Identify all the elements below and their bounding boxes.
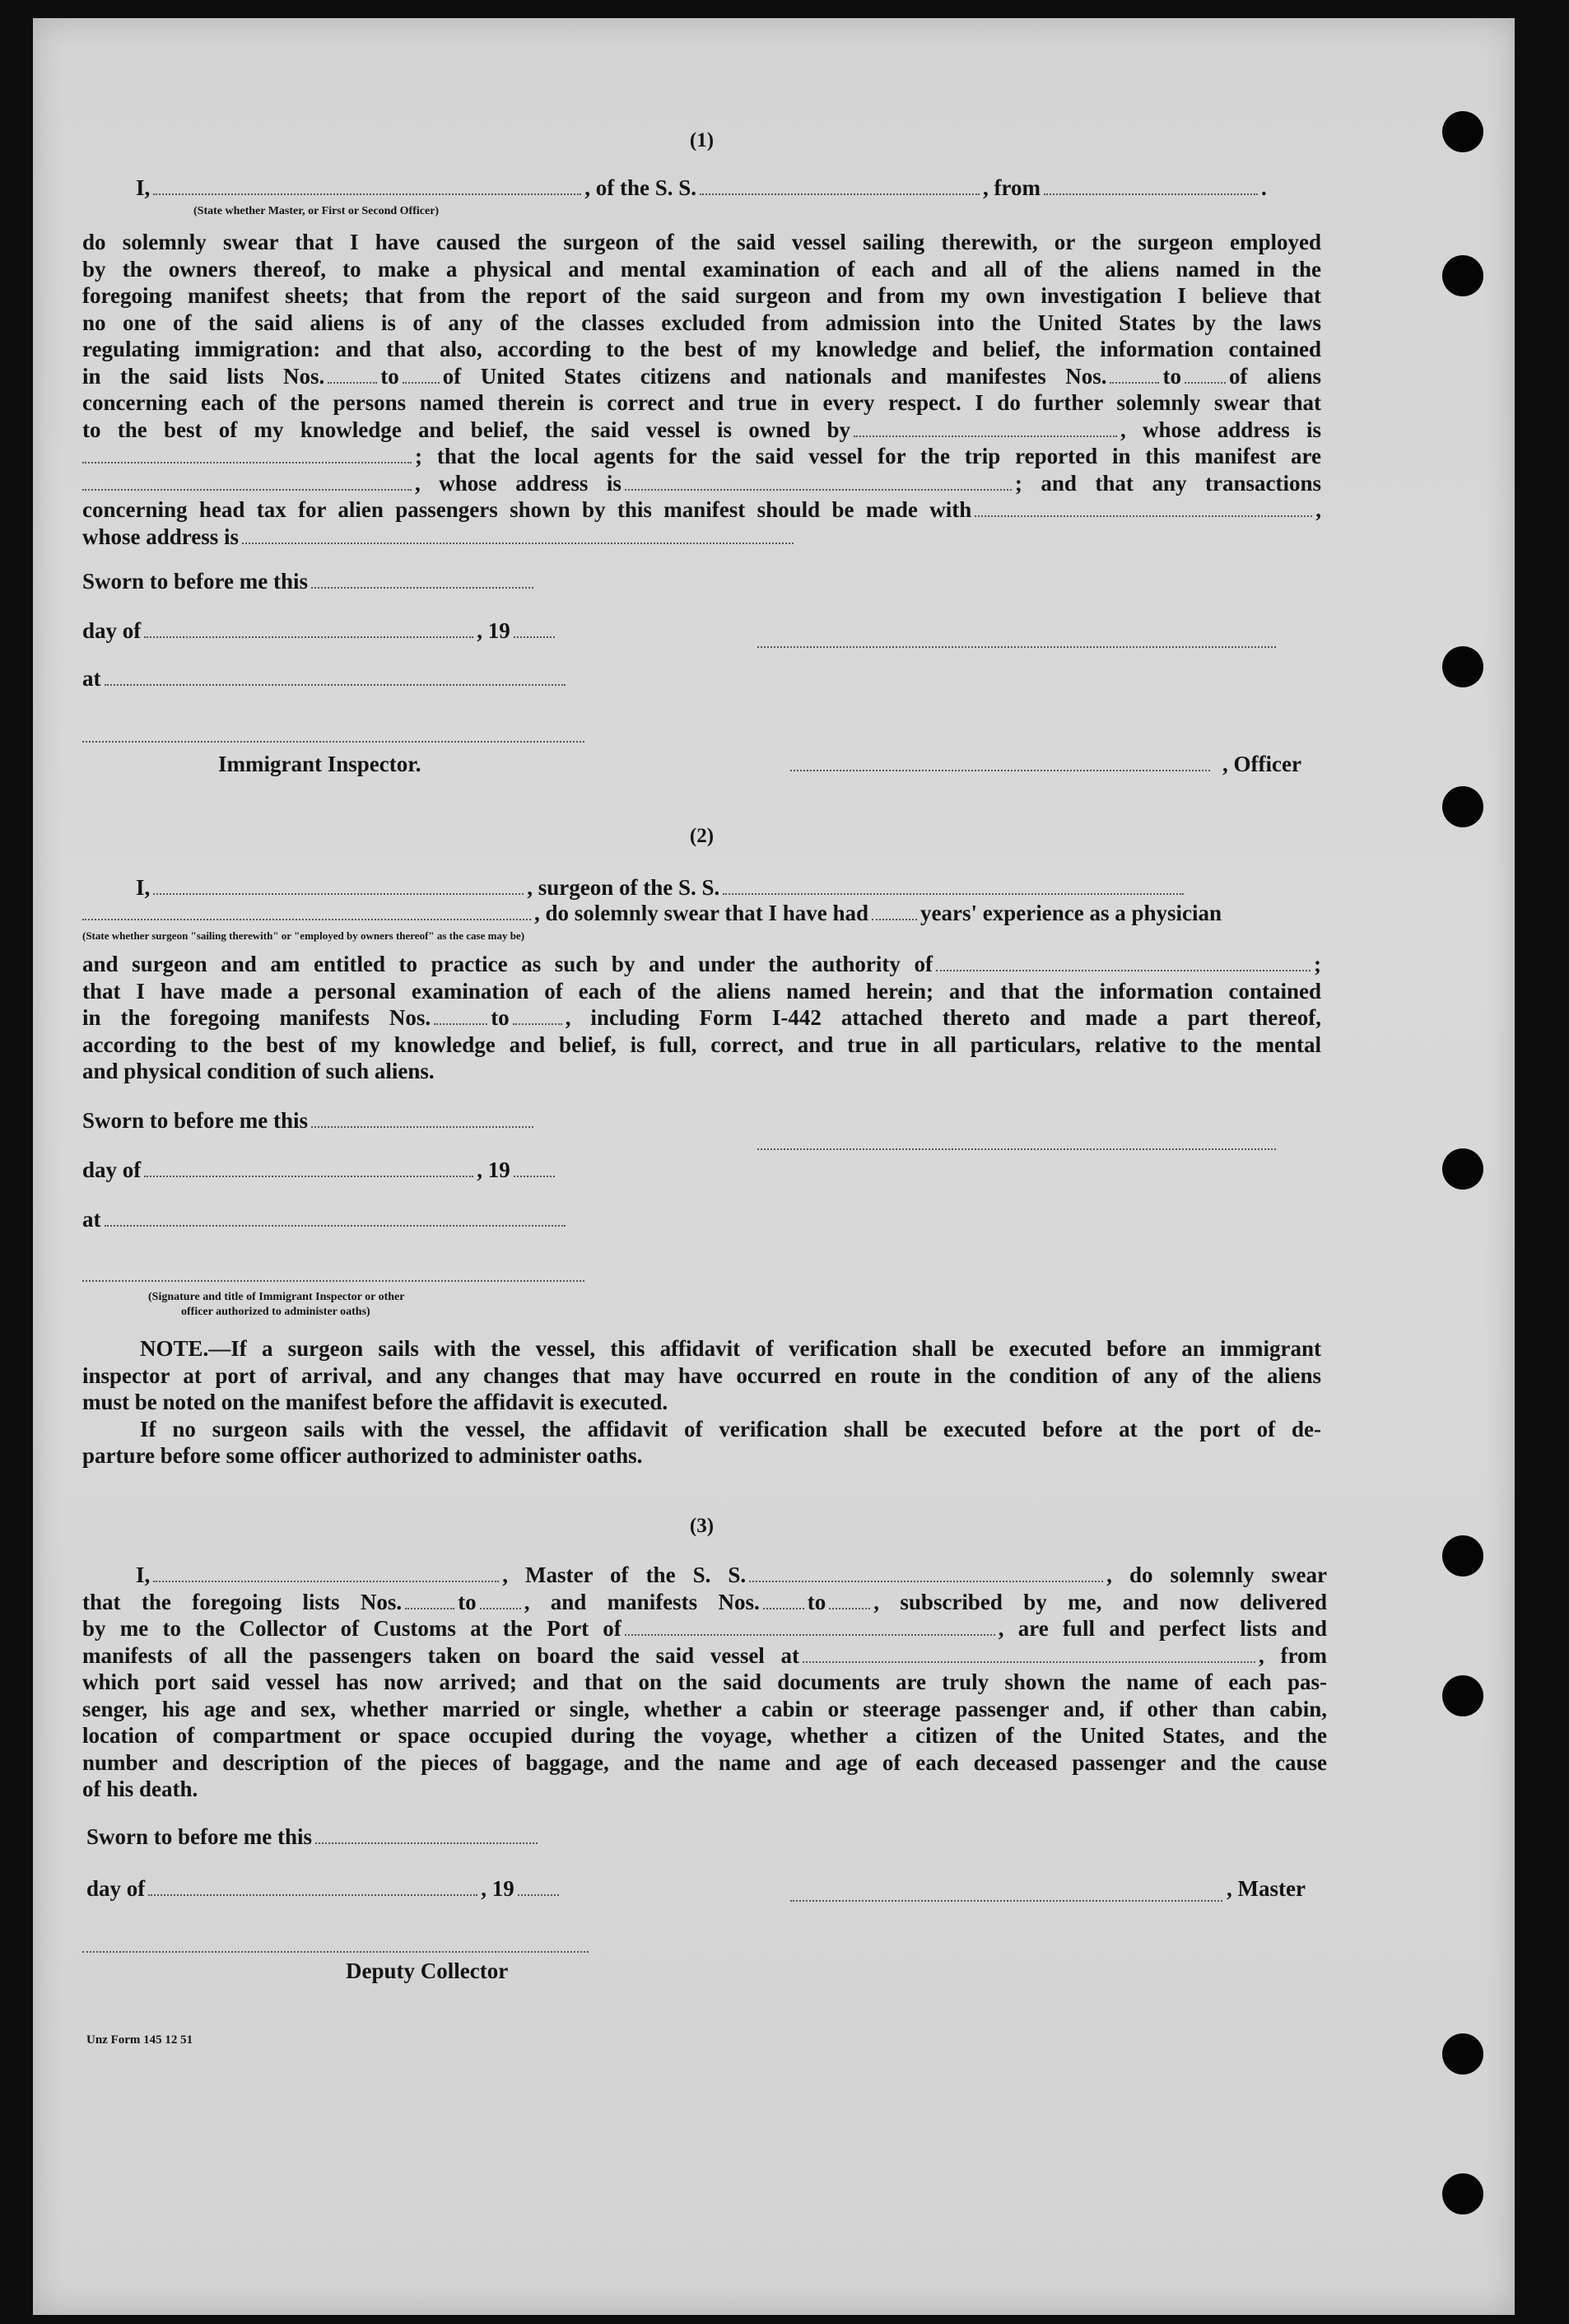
date-line — [82, 617, 558, 645]
section-1-body — [82, 229, 1321, 550]
note-paragraph-1 — [82, 1335, 1321, 1469]
authority-line — [82, 951, 1321, 978]
manifests-line — [82, 1642, 1327, 1670]
signature-line[interactable] — [757, 646, 1276, 648]
collector-signature-line[interactable] — [82, 1951, 589, 1953]
owned-text: , whose address is — [1120, 417, 1321, 442]
to-label: to — [1162, 363, 1181, 389]
whose-address-text: whose address is — [82, 524, 240, 549]
body-line: foregoing manifest sheets; that from the report of the said surgeon and from my own investigation I believe that — [82, 283, 1321, 308]
surgeon-type-field[interactable] — [82, 901, 531, 920]
year-field[interactable] — [514, 618, 555, 638]
body-line: which port said vessel has now arrived; and that on the said documents are truly shown the name of each pas- — [82, 1670, 1327, 1694]
note-line: NOTE.—If a surgeon sails with the vessel, this affidavit of verification shall be executed before an immigrant — [140, 1336, 1321, 1361]
period: . — [1261, 175, 1267, 200]
semicolon: ; — [1314, 952, 1321, 976]
signature-note: officer authorized to administer oaths) — [181, 1306, 370, 1318]
note-line: parture before some officer authorized to administer oaths. — [82, 1443, 643, 1468]
punch-hole — [1442, 786, 1483, 827]
lists-from-field[interactable] — [405, 1590, 454, 1609]
agents-address-line — [82, 470, 1321, 497]
body-line: do solemnly swear that I have caused the surgeon of the said vessel sailing therewith, or the surgeon employed — [82, 230, 1321, 254]
surgeon-of-text: , surgeon of the S. S. — [527, 875, 720, 900]
date-line — [82, 1157, 558, 1184]
sworn-line — [86, 1823, 541, 1851]
lists-to-field[interactable] — [403, 364, 440, 384]
punch-hole — [1442, 255, 1483, 296]
agents-line — [82, 443, 1321, 470]
i-label: I, — [136, 1563, 151, 1587]
punch-hole — [1442, 1535, 1483, 1577]
manifests-to-field[interactable] — [829, 1590, 870, 1609]
manifest-from-field[interactable] — [1110, 364, 1159, 384]
master-name-field[interactable] — [153, 1563, 499, 1582]
manifests-to-field[interactable] — [513, 1005, 562, 1025]
manifest-to-field[interactable] — [1185, 364, 1226, 384]
body-line: regulating immigration: and that also, according to the best of my knowledge and belief, the information contained — [82, 337, 1321, 361]
body-line: no one of the said aliens is of any of the classes excluded from admission into the United States by the laws — [82, 310, 1321, 335]
surgeon-name-field[interactable] — [153, 875, 524, 895]
owner-address-field[interactable] — [82, 444, 412, 463]
lists-text: of aliens — [1228, 363, 1321, 389]
punch-hole — [1442, 1148, 1483, 1190]
section-1-first-line — [136, 175, 1267, 202]
lists-line — [82, 1589, 1327, 1616]
body-line: concerning each of the persons named therein is correct and true in every respect. I do further solemnly swear that — [82, 390, 1321, 415]
from-port-field[interactable] — [1044, 175, 1258, 195]
at-place-field[interactable] — [105, 1207, 566, 1227]
year-prefix: , 19 — [477, 1157, 510, 1182]
sworn-line — [82, 568, 537, 595]
body-line: according to the best of my knowledge and belief, is full, correct, and true in all particulars, relative to the mental — [82, 1032, 1321, 1057]
agents-text: , whose address is — [415, 470, 622, 496]
punch-hole — [1442, 111, 1483, 152]
lists-text: , and manifests Nos. — [524, 1589, 760, 1614]
manifests-text: , from — [1259, 1642, 1328, 1668]
port-field[interactable] — [625, 1616, 995, 1636]
inspector-signature-line[interactable] — [82, 741, 584, 743]
month-field[interactable] — [144, 618, 473, 638]
day-of-text: day of — [82, 618, 142, 643]
headtax-line — [82, 496, 1321, 524]
swear-text: , do solemnly swear — [1106, 1563, 1327, 1587]
month-field[interactable] — [144, 1157, 473, 1177]
collector-text: , are full and perfect lists and — [998, 1616, 1327, 1641]
from-label: , from — [983, 175, 1041, 200]
headtax-address-field[interactable] — [242, 524, 794, 544]
master-of-text: , Master of the S. S. — [502, 1563, 747, 1587]
comma: , — [1315, 497, 1321, 522]
master-line — [82, 1562, 1327, 1589]
headtax-field[interactable] — [975, 497, 1312, 517]
to-label: to — [380, 363, 399, 389]
section-3-number: (3) — [689, 1515, 715, 1537]
at-text: at — [82, 1207, 101, 1232]
sworn-text: Sworn to before me this — [82, 1108, 308, 1133]
body-line: senger, his age and sex, whether married or single, whether a cabin or steerage passenger and, if other than cabin, — [82, 1696, 1327, 1721]
years-text: years' experience as a physician — [920, 901, 1222, 925]
signature-note: (Signature and title of Immigrant Inspector or other — [148, 1291, 405, 1303]
vessel-name-field[interactable] — [700, 175, 980, 195]
officer-label: , Officer — [1222, 752, 1301, 776]
lists-text: that the foregoing lists Nos. — [82, 1589, 403, 1614]
lists-text: , subscribed by me, and now delivered — [873, 1589, 1327, 1614]
body-line: by the owners thereof, to make a physical and mental examination of each and all of the aliens named in the — [82, 256, 1321, 282]
section-2-body — [82, 951, 1321, 1085]
lists-text: in the said lists Nos. — [82, 363, 325, 389]
note-line: inspector at port of arrival, and any changes that may have occurred en route in the condition of any of the aliens — [82, 1362, 1321, 1388]
owned-text: to the best of my knowledge and belief, the said vessel is owned by — [82, 417, 850, 442]
agents-text: ; and that any transactions — [1014, 470, 1321, 496]
sworn-text: Sworn to before me this — [86, 1824, 312, 1849]
agents-text: ; that the local agents for the said vessel for the trip reported in this manifest are — [415, 444, 1321, 468]
collector-text: by me to the Collector of Customs at the Port of — [82, 1616, 622, 1641]
lists-text: of United States citizens and nationals and manifestes Nos. — [442, 363, 1107, 389]
sworn-line — [82, 1107, 537, 1134]
manifests-text: manifests of all the passengers taken on board the said vessel at — [82, 1642, 800, 1668]
master-signature-line[interactable] — [790, 1900, 1222, 1902]
punch-hole — [1442, 1675, 1483, 1716]
agents-address-field[interactable] — [625, 471, 1012, 491]
year-prefix: , 19 — [477, 618, 510, 643]
at-place-field[interactable] — [105, 666, 566, 686]
authority-text: and surgeon and am entitled to practice as such by and under the authority of — [82, 952, 933, 976]
sworn-day-field[interactable] — [311, 1108, 533, 1128]
rank-field[interactable] — [153, 175, 581, 195]
note-line: must be noted on the manifest before the affidavit is executed. — [82, 1390, 668, 1414]
sworn-day-field[interactable] — [315, 1824, 538, 1844]
agents-field[interactable] — [82, 471, 412, 491]
sworn-text: Sworn to before me this — [82, 569, 308, 594]
experience-line — [82, 900, 1222, 927]
master-label: , Master — [1227, 1876, 1306, 1901]
surgeon-signature-line[interactable] — [757, 1148, 1276, 1150]
year-field[interactable] — [514, 1157, 555, 1177]
at-line — [82, 665, 569, 692]
note-line: If no surgeon sails with the vessel, the affidavit of verification shall be executed before at the port of de- — [140, 1416, 1321, 1441]
month-field[interactable] — [148, 1876, 477, 1896]
manifests-from-field[interactable] — [434, 1005, 487, 1025]
owned-line — [82, 417, 1321, 444]
vessel-name-field[interactable] — [749, 1563, 1103, 1582]
at-line — [82, 1206, 569, 1233]
body-line: number and description of the pieces of baggage, and the name and age of each deceased passenger and the cause — [82, 1749, 1327, 1775]
years-field[interactable] — [872, 901, 917, 920]
authority-field[interactable] — [936, 952, 1311, 971]
body-line: of his death. — [82, 1777, 198, 1801]
lists-to-field[interactable] — [480, 1590, 521, 1609]
body-line: that I have made a personal examination of each of the aliens named herein; and that the information contained — [82, 978, 1321, 1004]
manifests-line — [82, 1004, 1321, 1032]
body-line: and physical condition of such aliens. — [82, 1059, 435, 1083]
whose-address-line — [82, 524, 1321, 551]
i-label: I, — [136, 175, 151, 200]
to-label: to — [491, 1005, 510, 1030]
year-prefix: , 19 — [481, 1876, 514, 1901]
surgeon-vessel-field[interactable] — [723, 875, 1184, 895]
punch-hole — [1442, 646, 1483, 687]
inspector-signature-line[interactable] — [82, 1280, 584, 1282]
rank-note: (State whether Master, or First or Second Officer) — [193, 205, 440, 217]
manifests-text: , including Form I-442 attached thereto and made a part thereof, — [565, 1005, 1321, 1030]
surgeon-line — [136, 874, 1187, 901]
section-2-number: (2) — [689, 825, 715, 847]
punch-hole — [1442, 2033, 1483, 2075]
manifests-from-field[interactable] — [763, 1590, 804, 1609]
manifests-text: in the foregoing manifests Nos. — [82, 1005, 431, 1030]
section-1-number: (1) — [689, 129, 715, 151]
collector-line — [82, 1615, 1327, 1642]
day-of-text: day of — [86, 1876, 146, 1901]
of-ss-label: , of the S. S. — [584, 175, 697, 200]
lists-from-field[interactable] — [328, 364, 377, 384]
officer-signature-line[interactable] — [790, 770, 1210, 771]
sworn-day-field[interactable] — [311, 569, 533, 589]
to-label: to — [458, 1589, 477, 1614]
punch-hole — [1442, 2173, 1483, 2215]
swear-text: , do solemnly swear that I have had — [534, 901, 869, 925]
owner-field[interactable] — [854, 417, 1117, 437]
form-id: Unz Form 145 12 51 — [86, 2033, 193, 2047]
lists-line — [82, 363, 1321, 390]
departure-port-field[interactable] — [803, 1643, 1255, 1663]
body-line: location of compartment or space occupied during the voyage, whether a citizen of the United States, and the — [82, 1723, 1327, 1748]
i-label: I, — [136, 875, 151, 900]
to-label: to — [807, 1589, 826, 1614]
day-of-text: day of — [82, 1157, 142, 1182]
headtax-text: concerning head tax for alien passengers shown by this manifest should be made with — [82, 497, 972, 522]
immigrant-inspector-label: Immigrant Inspector. — [218, 752, 421, 776]
surgeon-type-note: (State whether surgeon "sailing therewith" or "employed by owners thereof" as the case may be) — [82, 929, 525, 942]
year-field[interactable] — [518, 1876, 559, 1896]
date-line — [86, 1875, 562, 1903]
section-3-body — [82, 1562, 1327, 1803]
at-text: at — [82, 666, 101, 691]
deputy-collector-label: Deputy Collector — [346, 1958, 509, 1983]
